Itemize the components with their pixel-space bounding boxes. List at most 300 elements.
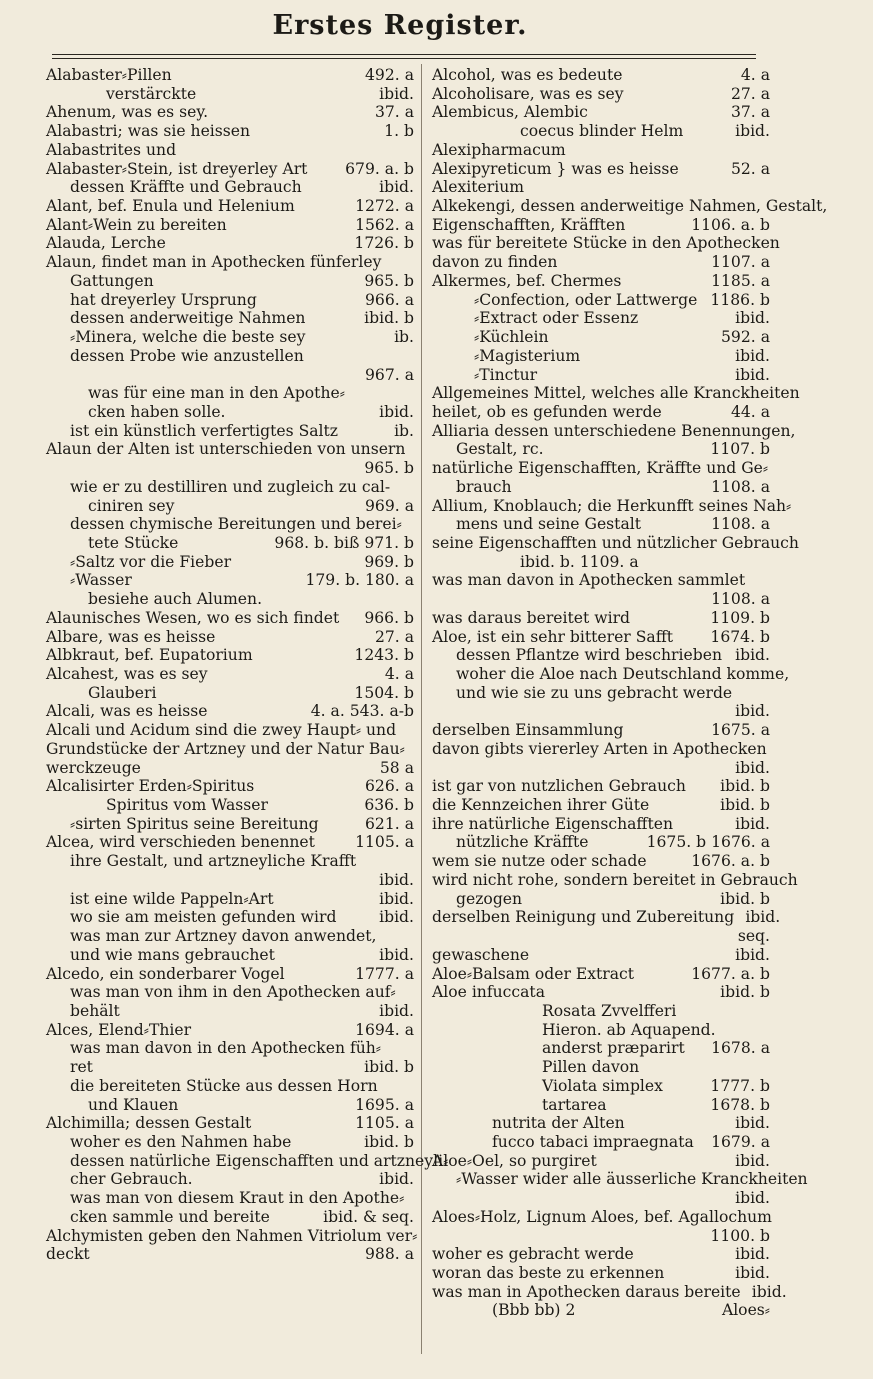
index-entry [46, 721, 414, 740]
page-title: Erstes Register. [272, 10, 528, 41]
page-reference: 1726. b [354, 234, 414, 253]
page-reference [368, 590, 414, 609]
index-entry [432, 759, 770, 778]
index-entry [46, 1077, 414, 1096]
page-reference: ibid. b [364, 1058, 414, 1077]
index-entry [432, 328, 770, 347]
entry-text: cher Gebrauch. [70, 1170, 193, 1189]
entry-text: wie er zu destilliren und zugleich zu cal- [70, 477, 391, 496]
index-entry [432, 665, 790, 684]
index-entry [46, 777, 414, 796]
entry-text: Alant⸗Wein zu bereiten [46, 215, 227, 234]
entry-text: Alabaster⸗Pillen [46, 66, 172, 84]
index-entry [432, 1002, 770, 1021]
index-entry [432, 609, 770, 628]
index-entry [46, 590, 414, 609]
page-reference [724, 1021, 770, 1040]
page-reference: seq. [737, 927, 770, 946]
page-reference: 27. a [374, 627, 414, 646]
index-entry [432, 946, 770, 965]
entry-text: gezogen [456, 889, 523, 908]
index-entry [46, 197, 414, 216]
index-entry [432, 515, 770, 534]
entry-text: ⸗Tinctur [474, 365, 538, 384]
index-entry [432, 1021, 770, 1040]
entry-text: was man von ihm in den Apothecken auf⸗ [70, 983, 396, 1002]
page-reference: 626. a [365, 777, 414, 796]
page-reference [724, 553, 770, 572]
index-entry [46, 459, 414, 478]
entry-text: was man davon in den Apothecken füh⸗ [70, 1039, 381, 1058]
page-reference: ibid. b [364, 309, 414, 328]
page-reference [800, 384, 846, 403]
index-entry [432, 1208, 770, 1227]
index-entry [46, 571, 414, 590]
page-reference [368, 852, 414, 871]
page-reference [381, 1039, 427, 1058]
entry-text: ret [70, 1058, 93, 1077]
entry-text: hat dreyerley Ursprung [70, 290, 257, 309]
index-entry [432, 927, 770, 946]
page-reference: 37. a [374, 103, 414, 122]
index-entry [46, 927, 414, 946]
index-entry [432, 852, 770, 871]
page-reference [381, 253, 427, 272]
entry-text: verstärckte [106, 84, 197, 103]
index-entry [46, 815, 414, 834]
page-reference: ibid. & seq. [323, 1207, 414, 1226]
index-entry [432, 908, 781, 927]
index-entry [46, 833, 414, 852]
index-entry [432, 197, 828, 216]
page-reference: 44. a [730, 402, 770, 421]
page-reference: ibid. b [720, 983, 770, 1002]
index-entry [46, 1245, 414, 1264]
entry-text: Alabastri; was sie heissen [46, 122, 251, 141]
index-entry [432, 740, 770, 759]
entry-text: ⸗Wasser [70, 571, 132, 590]
page-reference: 1272. a [355, 197, 414, 216]
entry-text: behält [70, 1001, 120, 1020]
page-reference: 679. a. b [345, 159, 414, 178]
index-entry [46, 272, 414, 291]
page-reference: 1679. a [711, 1132, 770, 1151]
page-reference [799, 534, 845, 553]
page-reference [789, 665, 835, 684]
index-entry [432, 1170, 808, 1189]
entry-text: Alembicus, Alembic [432, 103, 588, 122]
entry-text: wem sie nutze oder schade [432, 852, 647, 871]
entry-text: was für eine man in den Apothe⸗ [88, 384, 345, 403]
index-entry [46, 216, 414, 235]
page-reference: 58 a [379, 758, 414, 777]
entry-text: ibid. b. 1109. a [520, 552, 639, 571]
entry-text: cken haben solle. [88, 402, 226, 421]
index-entry [46, 1151, 449, 1171]
page-reference: Aloes⸗ [721, 1301, 770, 1320]
page-reference: 1. b [384, 122, 414, 141]
page-reference: ibid. [379, 178, 414, 197]
entry-text: seine Eigenschafften und nützlicher Gebrauch [432, 533, 799, 552]
entry-text: Alchymisten geben den Nahmen Vitriolum ver⸗ [46, 1226, 418, 1245]
index-entry [46, 253, 414, 272]
entry-text: ist gar von nutzlichen Gebrauch [432, 777, 686, 796]
page-reference: 969. b [364, 552, 414, 571]
page-reference: ibid. [735, 1245, 770, 1264]
entry-text: Alabaster⸗Stein, ist dreyerley Art [46, 159, 308, 178]
entry-text: anderst præparirt [542, 1039, 685, 1058]
page-reference: 492. a [365, 66, 414, 84]
page-reference [780, 234, 826, 253]
entry-text: davon zu finden [432, 253, 558, 272]
entry-text: tete Stücke [88, 533, 179, 552]
index-entry [46, 234, 414, 253]
index-entry [46, 740, 414, 759]
page-reference: ibid. [735, 1151, 770, 1170]
entry-text: Gattungen [70, 271, 154, 290]
index-entry [46, 609, 414, 628]
index-entry [432, 66, 770, 85]
index-entry [432, 1189, 770, 1208]
index-entry [432, 403, 770, 422]
entry-text: Alcali, was es heisse [46, 702, 208, 721]
index-entry [46, 103, 414, 122]
entry-text: Alces, Elend⸗Thier [46, 1020, 192, 1039]
entry-text: Albkraut, bef. Eupatorium [46, 646, 253, 665]
entry-text: Ahenum, was es sey. [46, 103, 209, 122]
index-entry [46, 160, 414, 179]
index-entry [432, 777, 770, 796]
entry-text: Alchimilla; dessen Gestalt [46, 1114, 252, 1133]
index-entry [432, 983, 770, 1002]
page-reference: 179. b. 180. a [305, 571, 414, 590]
page-reference: 1674. b [710, 627, 770, 646]
index-entry [432, 178, 770, 197]
page-reference: 967. a [365, 365, 414, 384]
page-reference: 965. b [364, 271, 414, 290]
entry-text: ⸗Confection, oder Lattwerge [474, 290, 698, 309]
entry-text: nützliche Kräffte [456, 833, 589, 852]
index-entry [46, 983, 414, 1002]
entry-text: werckzeuge [46, 758, 141, 777]
index-entry [432, 965, 770, 984]
page-reference: 966. b [364, 608, 414, 627]
left-column [46, 66, 449, 1264]
page-reference: ibid. [735, 365, 770, 384]
page-reference: ibid. [751, 1282, 787, 1301]
entry-text: woher die Aloe nach Deutschland komme, [456, 665, 790, 683]
page-reference: 966. a [365, 290, 414, 309]
page-reference: ibid. [379, 889, 414, 908]
index-entry [432, 1227, 770, 1246]
index-entry [46, 422, 414, 441]
page-reference [767, 740, 813, 759]
index-entry [432, 870, 798, 890]
page-reference: 1777. b [710, 1076, 770, 1095]
index-entry [46, 309, 414, 328]
index-entry [432, 440, 770, 459]
entry-text: Alaun der Alten ist unterschieden von unsern [46, 440, 406, 459]
index-entry [432, 833, 770, 852]
page-reference [724, 1002, 770, 1021]
entry-text: Aloe⸗Balsam oder Extract [432, 964, 635, 983]
entry-text: und wie mans gebrauchet [70, 945, 275, 964]
page-reference: 27. a [730, 84, 770, 103]
index-entry [432, 553, 770, 572]
entry-text: Allgemeines Mittel, welches alle Kranckheiten [432, 384, 800, 403]
index-entry [432, 571, 770, 590]
entry-text: woher es gebracht werde [432, 1245, 634, 1264]
index-entry [432, 1152, 770, 1171]
page-reference: 1675. a [711, 721, 770, 740]
entry-text: Alexiterium [432, 178, 525, 197]
index-entry [46, 291, 414, 310]
entry-text: wird nicht rohe, sondern bereitet in Gebrauch [432, 870, 798, 889]
page-reference: ibid. [379, 84, 414, 103]
entry-text: besiehe auch Alumen. [88, 590, 263, 609]
page-reference: ibid. b [720, 777, 770, 796]
entry-text: Aloes⸗Holz, Lignum Aloes, bef. Agallochum [432, 1207, 772, 1226]
entry-text: ciniren sey [88, 496, 175, 515]
entry-text: Alliaria dessen unterschiedene Benennungen, [432, 421, 796, 440]
page-reference: ibid. b [720, 796, 770, 815]
entry-text: ⸗Minera, welche die beste sey [70, 328, 306, 347]
page-reference [768, 459, 814, 478]
index-entry [46, 85, 414, 104]
entry-text: ⸗Küchlein [474, 328, 549, 347]
entry-text: dessen Pflantze wird beschrieben [456, 646, 722, 665]
page-reference: 1676. a. b [691, 852, 770, 871]
entry-text: was man davon in Apothecken sammlet [432, 571, 746, 590]
page-reference [724, 1058, 770, 1077]
page-reference [378, 1077, 424, 1096]
entry-text: nutrita der Alten [492, 1114, 625, 1133]
entry-text: Albare, was es heisse [46, 627, 216, 646]
entry-text: Alauda, Lerche [46, 234, 166, 253]
page-reference [724, 178, 770, 197]
entry-text: ⸗Saltz vor die Fieber [70, 552, 232, 571]
index-entry [432, 384, 800, 403]
entry-text: die bereiteten Stücke aus dessen Horn [70, 1076, 378, 1095]
index-entry [46, 646, 414, 665]
page-reference [808, 1170, 854, 1189]
page-reference: 1107. b [710, 440, 770, 459]
index-entry [46, 366, 414, 385]
entry-text: was man von diesem Kraut in den Apothe⸗ [70, 1189, 405, 1208]
entry-text: coecus blinder Helm [520, 122, 684, 141]
index-entry [432, 103, 770, 122]
page-reference [745, 571, 791, 590]
index-entry [432, 1264, 770, 1283]
index-entry [46, 1058, 414, 1077]
entry-text: Alabastrites und [46, 140, 177, 159]
index-entry [46, 553, 414, 572]
index-entry [432, 459, 770, 478]
entry-text: Alaunisches Wesen, wo es sich findet [46, 608, 340, 627]
page-reference [798, 871, 844, 890]
entry-text: derselben Reinigung und Zubereitung [432, 908, 735, 927]
page-reference: 4. a [740, 66, 770, 84]
entry-text: ihre natürliche Eigenschafften [432, 814, 674, 833]
index-entry [432, 590, 770, 609]
page-reference: ibid. [735, 309, 770, 328]
entry-text: dessen Probe wie anzustellen [70, 346, 304, 365]
entry-text: mens und seine Gestalt [456, 515, 641, 534]
index-entry [46, 534, 414, 553]
index-entry [46, 384, 414, 403]
entry-text: tartarea [542, 1095, 607, 1114]
entry-text: ⸗Magisterium [474, 346, 581, 365]
index-entry [432, 796, 770, 815]
page-reference: ibid. [735, 814, 770, 833]
entry-text: Aloe, ist ein sehr bitterer Safft [432, 627, 674, 646]
page-reference: 1694. a [355, 1020, 414, 1039]
page-reference: ibid. [735, 758, 770, 777]
page-reference: 1185. a [711, 271, 770, 290]
entry-text: deckt [46, 1245, 90, 1264]
entry-text: Alexipyreticum } was es heisse [432, 159, 679, 178]
index-entry [46, 1189, 414, 1208]
page-reference [724, 141, 770, 160]
index-entry [432, 160, 770, 179]
entry-text: Alcalisirter Erden⸗Spiritus [46, 777, 255, 796]
page-reference [827, 197, 873, 216]
entry-text: Alkermes, bef. Chermes [432, 271, 622, 290]
index-entry [432, 721, 770, 740]
entry-text: Alcoholisare, was es sey [432, 84, 624, 103]
entry-text: ⸗sirten Spiritus seine Bereitung [70, 814, 319, 833]
index-entry [432, 1096, 770, 1115]
entry-text: Pillen davon [542, 1058, 640, 1077]
index-entry [46, 852, 414, 871]
index-entry [432, 1039, 770, 1058]
index-entry [46, 1226, 418, 1246]
index-entry [432, 291, 770, 310]
entry-text: was für bereitete Stücke in den Apothecken [432, 234, 780, 253]
index-entry [432, 421, 796, 441]
index-entry [46, 1208, 414, 1227]
entry-text: Alcedo, ein sonderbarer Vogel [46, 964, 285, 983]
page-reference: 1100. b [710, 1226, 770, 1245]
page-reference: 1675. b 1676. a [646, 833, 770, 852]
index-entry [432, 628, 770, 647]
page-reference: ibid. b [364, 1132, 414, 1151]
index-entry [46, 702, 414, 721]
index-entry [432, 1245, 770, 1264]
page-reference [368, 384, 414, 403]
page-reference: 1243. b [354, 646, 414, 665]
index-entry [432, 1077, 770, 1096]
page-reference: ibid. [735, 646, 770, 665]
index-entry [46, 1114, 414, 1133]
entry-text: die Kennzeichen ihrer Güte [432, 796, 650, 815]
entry-text: Aloe⸗Oel, so purgiret [432, 1151, 597, 1170]
page-reference: ib. [394, 421, 414, 440]
index-entry [432, 253, 770, 272]
index-entry [432, 141, 770, 160]
page-reference [368, 347, 414, 366]
entry-text: Glauberi [88, 683, 157, 702]
entry-text: wo sie am meisten gefunden wird [70, 908, 337, 927]
entry-text: was man zur Artzney davon anwendet, [70, 927, 377, 946]
page-reference [368, 141, 414, 160]
title-rule-thin [52, 58, 756, 59]
page-reference: 1108. a [711, 477, 770, 496]
index-entry [46, 328, 414, 347]
page-reference: ibid. [379, 402, 414, 421]
page-reference: 621. a [365, 814, 414, 833]
index-entry [46, 347, 414, 366]
index-entry [46, 403, 414, 422]
entry-text: Alant, bef. Enula und Helenium [46, 197, 295, 216]
entry-text: woher es den Nahmen habe [70, 1132, 292, 1151]
entry-text: davon gibts viererley Arten in Apothecken [432, 739, 767, 758]
index-entry [432, 216, 770, 235]
index-entry [432, 366, 770, 385]
page-reference: ibid. [735, 1114, 770, 1133]
entry-text: fucco tabaci impraegnata [492, 1132, 694, 1151]
page-reference: 969. a [365, 496, 414, 515]
entry-text: Alcali und Acidum sind die zwey Haupt⸗ und [46, 721, 397, 740]
page-reference: ibid. [735, 702, 770, 721]
page-reference: ibid. [379, 908, 414, 927]
index-entry [46, 122, 414, 141]
entry-text: (Bbb bb) 2 [492, 1301, 576, 1320]
page-reference: 1108. a [711, 590, 770, 609]
entry-text: und Klauen [88, 1095, 179, 1114]
index-entry [46, 908, 414, 927]
index-entry [46, 946, 414, 965]
page-reference: 1109. b [710, 608, 770, 627]
page-reference: ibid. [745, 908, 781, 927]
entry-text: Violata simplex [542, 1076, 663, 1095]
index-entry [432, 347, 770, 366]
entry-text: natürliche Eigenschafften, Kräffte und Ge⸗ [432, 459, 769, 478]
page-reference [772, 1208, 818, 1227]
index-entry [432, 890, 770, 909]
entry-text: dessen natürliche Eigenschafften und artzneyli⸗ [70, 1151, 449, 1170]
index-entry [46, 890, 414, 909]
index-entry [46, 796, 414, 815]
page-reference: 1108. a [711, 515, 770, 534]
page-reference: 1562. a [355, 215, 414, 234]
entry-text: was man in Apothecken daraus bereite [432, 1282, 741, 1301]
index-entry [432, 533, 799, 553]
page-reference: 592. a [721, 328, 770, 347]
entry-text: Hieron. ab Aquapend. [542, 1020, 716, 1039]
page-reference: 1777. a [355, 964, 414, 983]
index-entry [432, 85, 770, 104]
entry-text: Eigenschafften, Kräfften [432, 215, 626, 234]
page-reference: 1695. a [355, 1095, 414, 1114]
index-entry [46, 1039, 414, 1058]
page-reference [390, 478, 436, 497]
page-reference: 636. b [364, 796, 414, 815]
index-entry [432, 478, 770, 497]
page-reference: 1105. a [355, 1114, 414, 1133]
index-entry [46, 665, 414, 684]
page-reference: ib. [394, 328, 414, 347]
index-entry [432, 702, 770, 721]
index-entry [46, 141, 414, 160]
index-entry [432, 684, 770, 703]
index-entry [432, 1058, 770, 1077]
entry-text: Alexipharmacum [432, 140, 566, 159]
page-reference: ibid. [379, 1170, 414, 1189]
entry-text: gewaschene [432, 945, 530, 964]
page-reference: 1107. a [711, 253, 770, 272]
right-column [432, 66, 828, 1320]
